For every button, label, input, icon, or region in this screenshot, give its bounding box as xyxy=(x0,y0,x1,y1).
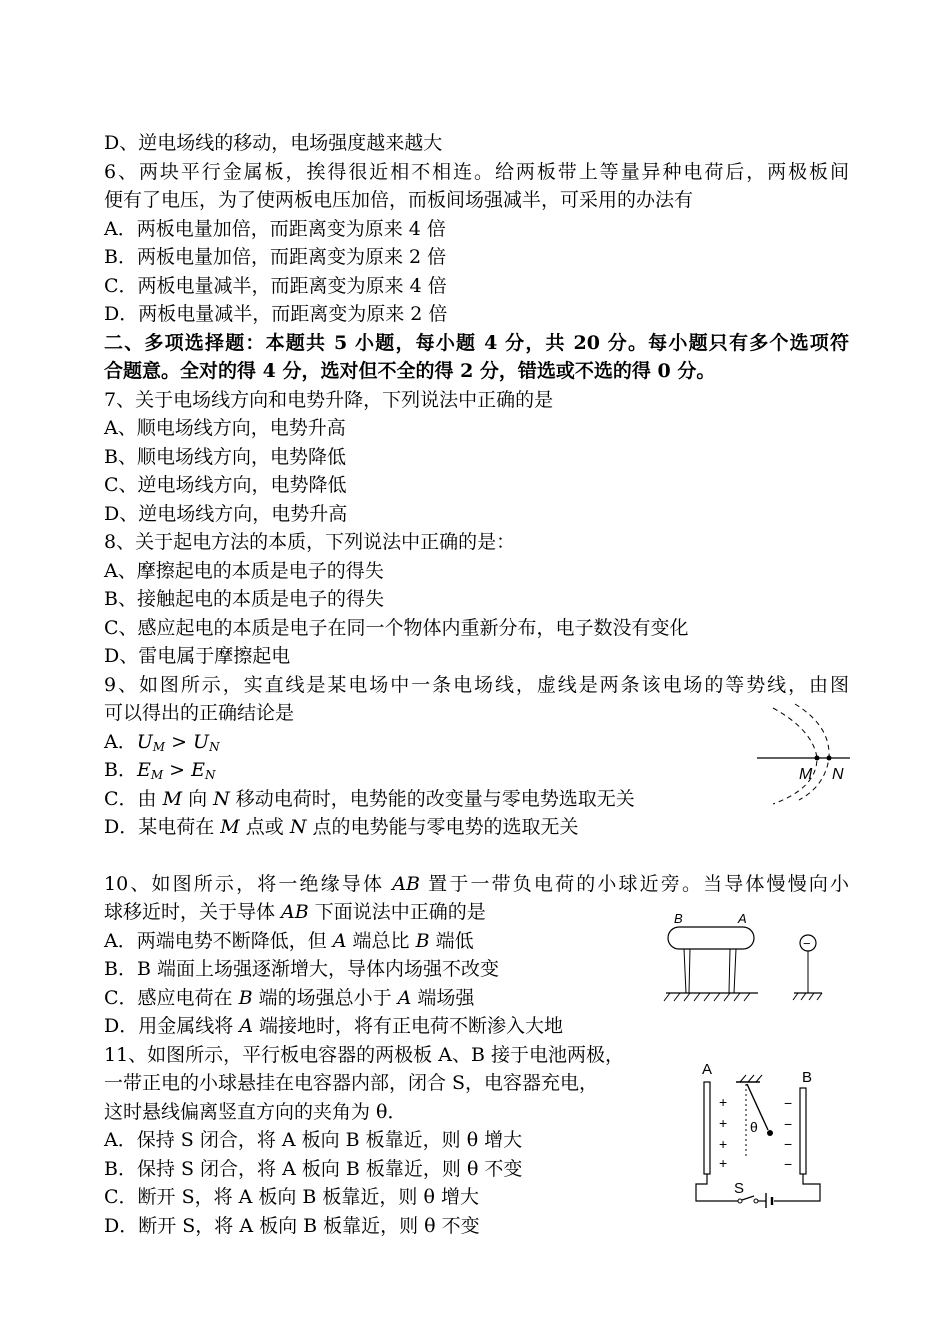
wire-left xyxy=(696,1174,738,1201)
q6-option-d: D．两板电量减半，而距离变为原来 2 倍 xyxy=(104,303,448,325)
q11-stem-line2: 一带正电的小球悬挂在电容器内部，闭合 S，电容器充电， xyxy=(104,1072,599,1094)
q6-stem-line1: 6、两块平行金属板，挨得很近相不相连。给两板带上等量异种电荷后，两极板间 xyxy=(104,161,849,183)
q10-option-a: A．两端电势不断降低，但 A 端总比 B 端低 xyxy=(104,930,474,952)
q8-option-c: C、感应起电的本质是电子在同一个物体内重新分布，电子数没有变化 xyxy=(104,617,689,639)
insulating-stand-left xyxy=(684,949,686,993)
label-plate-b: B xyxy=(802,1069,813,1086)
q8-option-a: A、摩擦起电的本质是电子的得失 xyxy=(104,560,384,582)
minus-sign-2: − xyxy=(784,1116,793,1132)
q7-stem: 7、关于电场线方向和电势升降，下列说法中正确的是 xyxy=(104,389,554,411)
switch-contact-left xyxy=(738,1199,742,1203)
q7-option-a: A、顺电场线方向，电势升高 xyxy=(104,417,346,439)
label-switch: S xyxy=(734,1180,745,1197)
section2-heading-line2: 合题意。全对的得 4 分，选对但不全的得 2 分，错选或不选的得 0 分。 xyxy=(104,360,716,382)
q11-stem-line3: 这时悬线偏离竖直方向的夹角为 θ． xyxy=(104,1101,407,1123)
q9-stem-line1: 9、如图所示，实直线是某电场中一条电场线，虚线是两条该电场的等势线，由图 xyxy=(104,674,849,696)
sphere-sign: − xyxy=(803,936,811,951)
equipotential-line-m xyxy=(773,708,817,804)
label-n: N xyxy=(832,766,844,783)
q10-stem-line1: 10、如图所示，将一绝缘导体 AB 置于一带负电荷的小球近旁。当导体慢慢向小 xyxy=(104,873,849,895)
q10-conductor-diagram xyxy=(662,905,828,1005)
support-hatch xyxy=(740,1075,762,1082)
angle-theta: θ xyxy=(750,1119,758,1135)
q9-field-diagram xyxy=(755,700,855,808)
q6-stem-line2: 便有了电压，为了使两板电压加倍，而板间场强减半，可采用的办法有 xyxy=(104,189,694,211)
q6-option-a: A．两板电量加倍，而距离变为原来 4 倍 xyxy=(104,218,446,240)
insulating-stand-left-inner xyxy=(689,949,690,993)
plate-a xyxy=(704,1082,710,1174)
minus-sign-3: − xyxy=(784,1136,793,1152)
q6-option-c: C．两板电量减半，而距离变为原来 4 倍 xyxy=(104,275,447,297)
q7-option-b: B、顺电场线方向，电势降低 xyxy=(104,446,346,468)
wire-right xyxy=(774,1174,820,1201)
q6-option-b: B．两板电量加倍，而距离变为原来 2 倍 xyxy=(104,246,447,268)
minus-sign-1: − xyxy=(784,1095,793,1111)
q11-capacitor-diagram xyxy=(692,1056,832,1208)
q9-option-d: D．某电荷在 M 点或 N 点的电势能与零电势的选取无关 xyxy=(104,816,579,838)
q11-option-a: A．保持 S 闭合，将 A 板向 B 板靠近，则 θ 增大 xyxy=(104,1129,523,1151)
sphere-ground-hatch xyxy=(793,993,822,1000)
plus-sign-2: + xyxy=(719,1115,728,1131)
conductor-ab xyxy=(668,927,754,949)
plus-sign-4: + xyxy=(719,1155,728,1171)
minus-sign-4: − xyxy=(784,1156,793,1172)
q5-option-d: D、逆电场线的移动，电场强度越来越大 xyxy=(104,132,443,154)
q10-stem-line2: 球移近时，关于导体 AB 下面说法中正确的是 xyxy=(104,901,486,923)
equipotential-line-n xyxy=(795,704,829,800)
q8-stem: 8、关于起电方法的本质，下列说法中正确的是： xyxy=(104,531,516,553)
section2-heading-line1: 二、多项选择题：本题共 5 小题，每小题 4 分，共 20 分。每小题只有多个选项符 xyxy=(104,332,849,354)
insulating-stand-right-inner xyxy=(734,949,736,993)
plate-b xyxy=(800,1088,806,1174)
point-n xyxy=(827,756,832,761)
q11-option-c: C．断开 S，将 A 板向 B 板靠近，则 θ 增大 xyxy=(104,1186,479,1208)
q11-option-d: D．断开 S，将 A 板向 B 板靠近，则 θ 不变 xyxy=(104,1215,480,1237)
q9-option-c: C．由 M 向 N 移动电荷时，电势能的改变量与零电势选取无关 xyxy=(104,788,635,810)
q10-option-c: C．感应电荷在 B 端的场强总小于 A 端场强 xyxy=(104,987,475,1009)
label-b: B xyxy=(674,911,683,926)
charged-ball xyxy=(767,1130,773,1136)
label-m: M xyxy=(799,766,813,783)
q9-option-a: A．$U_M > U_N$ xyxy=(104,731,220,754)
plus-sign-3: + xyxy=(719,1136,728,1152)
label-a: A xyxy=(738,911,747,926)
point-m xyxy=(815,756,820,761)
plus-sign-1: + xyxy=(719,1094,728,1110)
q7-option-c: C、逆电场线方向，电势降低 xyxy=(104,474,347,496)
q11-option-b: B．保持 S 闭合，将 A 板向 B 板靠近，则 θ 不变 xyxy=(104,1158,523,1180)
q11-stem-line1: 11、如图所示，平行板电容器的两极板 A、B 接于电池两极， xyxy=(104,1044,624,1066)
insulating-stand-right xyxy=(729,949,730,993)
switch-contact-right xyxy=(754,1199,758,1203)
label-plate-a: A xyxy=(702,1061,713,1078)
q7-option-d: D、逆电场线方向，电势升高 xyxy=(104,503,348,525)
q8-option-b: B、接触起电的本质是电子的得失 xyxy=(104,588,384,610)
q9-option-b: B．$E_M > E_N$ xyxy=(104,759,216,782)
q8-option-d: D、雷电属于摩擦起电 xyxy=(104,645,291,667)
q9-stem-line2: 可以得出的正确结论是 xyxy=(104,702,295,724)
q10-option-b: B．B 端面上场强逐渐增大，导体内场强不改变 xyxy=(104,958,499,980)
q10-option-d: D．用金属线将 A 端接地时，将有正电荷不断渗入大地 xyxy=(104,1015,564,1037)
ground-hatch xyxy=(664,993,750,1001)
